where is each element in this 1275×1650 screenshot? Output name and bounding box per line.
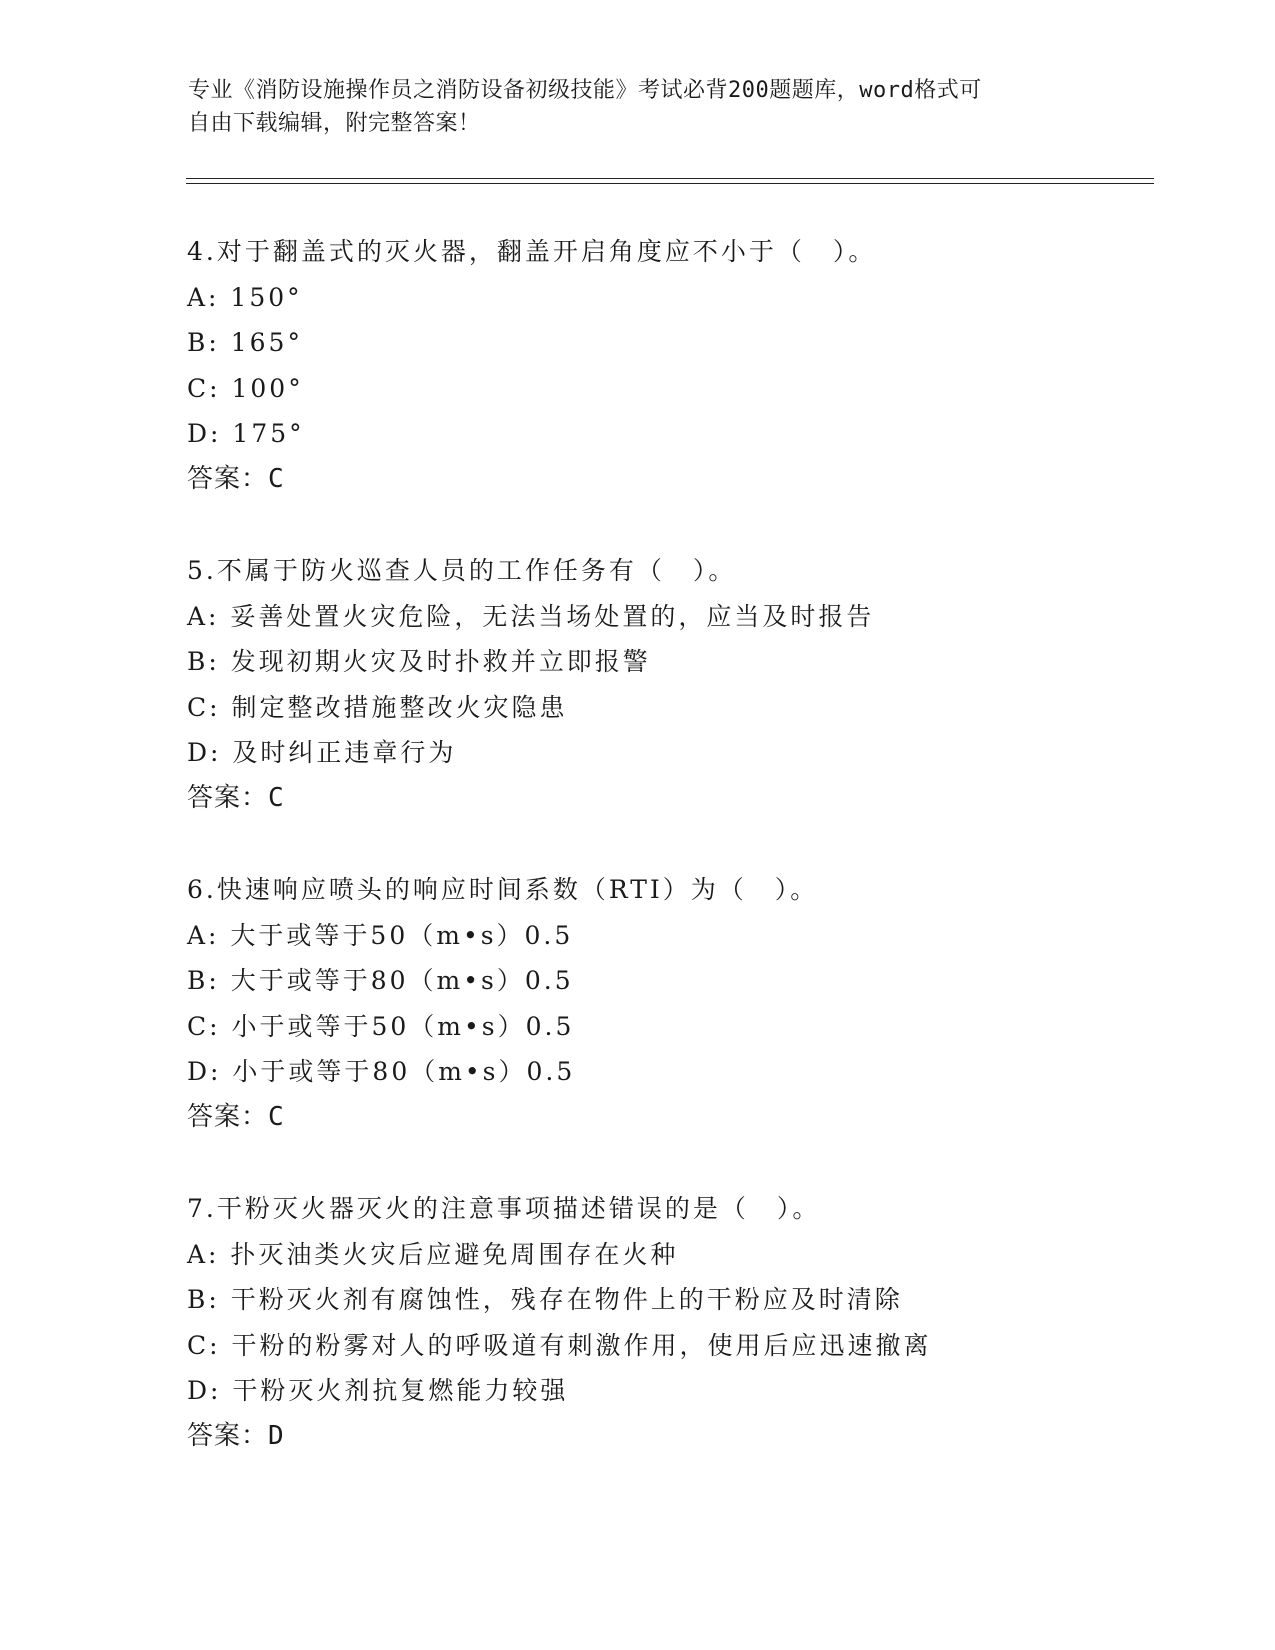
- header-line-2: 自由下载编辑，附完整答案！: [188, 111, 481, 136]
- answer-line: 答案：C: [187, 463, 285, 494]
- question-block: [187, 229, 1187, 502]
- question-block: [187, 1186, 1187, 1459]
- answer-line: 答案：C: [187, 1101, 285, 1132]
- option-c: C: 100°: [187, 373, 304, 403]
- question-stem: 6.快速响应喷头的响应时间系数（RTI）为（ ）。: [187, 875, 819, 904]
- document-header: [188, 74, 1088, 140]
- header-divider-top: [186, 178, 1154, 179]
- option-d: D: 小于或等于80（m•s）0.5: [187, 1057, 576, 1086]
- option-a: A: 妥善处置火灾危险，无法当场处置的，应当及时报告: [187, 601, 875, 631]
- option-a: A: 150°: [187, 282, 303, 312]
- option-b: B: 干粉灭火剂有腐蚀性，残存在物件上的干粉应及时清除: [187, 1285, 903, 1314]
- option-b: B: 发现初期火灾及时扑救并立即报警: [187, 647, 651, 676]
- option-c: C: 干粉的粉雾对人的呼吸道有刺激作用，使用后应迅速撤离: [187, 1330, 932, 1360]
- answer-line: 答案：D: [187, 1420, 285, 1451]
- question-block: [187, 548, 1187, 821]
- header-line-1: 专业《消防设施操作员之消防设备初级技能》考试必背200题题库，word格式可: [188, 78, 982, 103]
- question-block: [187, 867, 1187, 1140]
- question-stem: 5.不属于防火巡查人员的工作任务有（ ）。: [187, 556, 737, 585]
- option-b: B: 大于或等于80（m•s）0.5: [187, 966, 574, 995]
- option-a: A: 扑灭油类火灾后应避免周围存在火种: [187, 1239, 679, 1269]
- option-c: C: 制定整改措施整改火灾隐患: [187, 692, 568, 722]
- question-stem: 4.对于翻盖式的灭火器，翻盖开启角度应不小于（ ）。: [187, 237, 877, 266]
- question-stem: 7.干粉灭火器灭火的注意事项描述错误的是（ ）。: [187, 1194, 821, 1223]
- option-c: C: 小于或等于50（m•s）0.5: [187, 1011, 575, 1041]
- option-d: D: 175°: [187, 419, 305, 448]
- option-a: A: 大于或等于50（m•s）0.5: [187, 920, 574, 950]
- option-b: B: 165°: [187, 328, 303, 357]
- header-divider-bottom: [186, 183, 1154, 184]
- answer-line: 答案：C: [187, 782, 285, 813]
- option-d: D: 及时纠正违章行为: [187, 738, 457, 767]
- option-d: D: 干粉灭火剂抗复燃能力较强: [187, 1376, 569, 1405]
